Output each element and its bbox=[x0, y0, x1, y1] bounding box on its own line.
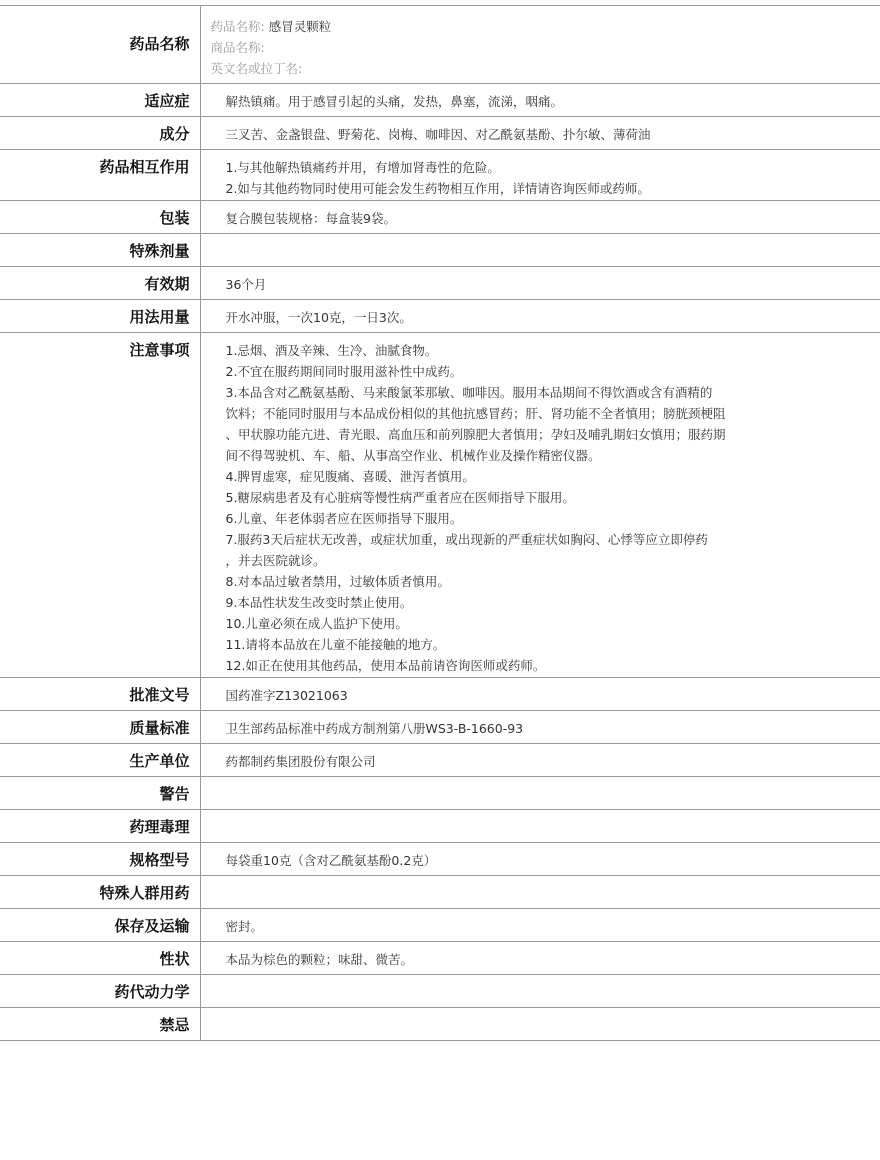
value-interactions bbox=[200, 150, 880, 201]
drug-name-text: 感冒灵颗粒 bbox=[268, 19, 332, 34]
value-shelf-life: 36个月 bbox=[200, 267, 880, 300]
value-indications: 解热镇痛。用于感冒引起的头痛，发热，鼻塞，流涕，咽痛。 bbox=[200, 84, 880, 117]
drug-name-key: 药品名称: bbox=[210, 19, 265, 34]
row-special-population bbox=[0, 876, 880, 909]
label-packaging: 包装 bbox=[0, 201, 200, 234]
row-manufacturer bbox=[0, 744, 880, 777]
value-ingredients: 三叉苦、金盏银盘、野菊花、岗梅、咖啡因、对乙酰氨基酚、扑尔敏、薄荷油 bbox=[200, 117, 880, 150]
precaution-line: 饮料；不能同时服用与本品成份相似的其他抗感冒药；肝、肾功能不全者慎用；膀胱颈梗阻 bbox=[225, 406, 726, 421]
row-ingredients bbox=[0, 117, 880, 150]
label-description: 性状 bbox=[0, 942, 200, 975]
value-special-dosage bbox=[200, 234, 880, 267]
value-toxicology bbox=[200, 810, 880, 843]
precaution-line: 12.如正在使用其他药品，使用本品前请咨询医师或药师。 bbox=[225, 658, 546, 673]
label-special-dosage: 特殊剂量 bbox=[0, 234, 200, 267]
label-quality-standard: 质量标准 bbox=[0, 711, 200, 744]
precaution-line: 2.不宜在服药期间同时服用滋补性中成药。 bbox=[225, 364, 463, 379]
label-pharmacokinetics: 药代动力学 bbox=[0, 975, 200, 1008]
interaction-line: 2.如与其他药物同时使用可能会发生药物相互作用，详情请咨询医师或药师。 bbox=[225, 181, 650, 196]
english-name-key: 英文名或拉丁名: bbox=[210, 61, 303, 76]
row-description bbox=[0, 942, 880, 975]
value-drug-name bbox=[200, 6, 880, 84]
value-quality-standard: 卫生部药品标准中药成方制剂第八册WS3-B-1660-93 bbox=[200, 711, 880, 744]
row-approval-number bbox=[0, 678, 880, 711]
precaution-line: 6.儿童、年老体弱者应在医师指导下服用。 bbox=[225, 511, 463, 526]
value-packaging: 复合膜包装规格：每盒装9袋。 bbox=[200, 201, 880, 234]
value-specification: 每袋重10克（含对乙酰氨基酚0.2克） bbox=[200, 843, 880, 876]
row-interactions bbox=[0, 150, 880, 201]
precaution-line: 5.糖尿病患者及有心脏病等慢性病严重者应在医师指导下服用。 bbox=[225, 490, 575, 505]
label-specification: 规格型号 bbox=[0, 843, 200, 876]
row-quality-standard bbox=[0, 711, 880, 744]
value-contraindications bbox=[200, 1008, 880, 1041]
trade-name-key: 商品名称: bbox=[210, 40, 265, 55]
row-packaging bbox=[0, 201, 880, 234]
value-storage: 密封。 bbox=[200, 909, 880, 942]
row-usage bbox=[0, 300, 880, 333]
row-indications bbox=[0, 84, 880, 117]
row-drug-name bbox=[0, 6, 880, 84]
label-precautions: 注意事项 bbox=[0, 333, 200, 678]
label-contraindications: 禁忌 bbox=[0, 1008, 200, 1041]
precaution-line: 10.儿童必须在成人监护下使用。 bbox=[225, 616, 408, 631]
row-storage bbox=[0, 909, 880, 942]
value-special-population bbox=[200, 876, 880, 909]
label-manufacturer: 生产单位 bbox=[0, 744, 200, 777]
label-storage: 保存及运输 bbox=[0, 909, 200, 942]
value-usage: 开水冲服，一次10克，一日3次。 bbox=[200, 300, 880, 333]
label-usage: 用法用量 bbox=[0, 300, 200, 333]
value-manufacturer: 药都制药集团股份有限公司 bbox=[200, 744, 880, 777]
precaution-line: 8.对本品过敏者禁用，过敏体质者慎用。 bbox=[225, 574, 450, 589]
precaution-line: 11.请将本品放在儿童不能接触的地方。 bbox=[225, 637, 446, 652]
label-drug-name: 药品名称 bbox=[0, 6, 200, 84]
precaution-line: 4.脾胃虚寒，症见腹痛、喜暖、泄泻者慎用。 bbox=[225, 469, 475, 484]
row-warning bbox=[0, 777, 880, 810]
precaution-line: 7.服药3天后症状无改善，或症状加重，或出现新的严重症状如胸闷、心悸等应立即停药 bbox=[225, 532, 708, 547]
value-pharmacokinetics bbox=[200, 975, 880, 1008]
label-shelf-life: 有效期 bbox=[0, 267, 200, 300]
label-interactions: 药品相互作用 bbox=[0, 150, 200, 201]
precaution-line: 、甲状腺功能亢进、青光眼、高血压和前列腺肥大者慎用；孕妇及哺乳期妇女慎用；服药期 bbox=[225, 427, 726, 442]
row-shelf-life bbox=[0, 267, 880, 300]
label-warning: 警告 bbox=[0, 777, 200, 810]
row-contraindications bbox=[0, 1008, 880, 1041]
precaution-line: 间不得驾驶机、车、船、从事高空作业、机械作业及操作精密仪器。 bbox=[225, 448, 601, 463]
precaution-line: 1.忌烟、酒及辛辣、生冷、油腻食物。 bbox=[225, 343, 438, 358]
precaution-line: 3.本品含对乙酰氨基酚、马来酸氯苯那敏、咖啡因。服用本品期间不得饮酒或含有酒精的 bbox=[225, 385, 713, 400]
value-description: 本品为棕色的颗粒；味甜、微苦。 bbox=[200, 942, 880, 975]
label-toxicology: 药理毒理 bbox=[0, 810, 200, 843]
value-warning bbox=[200, 777, 880, 810]
row-special-dosage bbox=[0, 234, 880, 267]
label-indications: 适应症 bbox=[0, 84, 200, 117]
row-toxicology bbox=[0, 810, 880, 843]
drug-info-table bbox=[0, 5, 880, 1041]
label-special-population: 特殊人群用药 bbox=[0, 876, 200, 909]
row-specification bbox=[0, 843, 880, 876]
precaution-line: ，并去医院就诊。 bbox=[225, 553, 326, 568]
drug-name-line bbox=[211, 16, 880, 37]
label-ingredients: 成分 bbox=[0, 117, 200, 150]
precaution-line: 9.本品性状发生改变时禁止使用。 bbox=[225, 595, 413, 610]
row-precautions bbox=[0, 333, 880, 678]
label-approval-number: 批准文号 bbox=[0, 678, 200, 711]
value-precautions bbox=[200, 333, 880, 678]
value-approval-number: 国药准字Z13021063 bbox=[200, 678, 880, 711]
interaction-line: 1.与其他解热镇痛药并用，有增加肾毒性的危险。 bbox=[225, 160, 500, 175]
row-pharmacokinetics bbox=[0, 975, 880, 1008]
